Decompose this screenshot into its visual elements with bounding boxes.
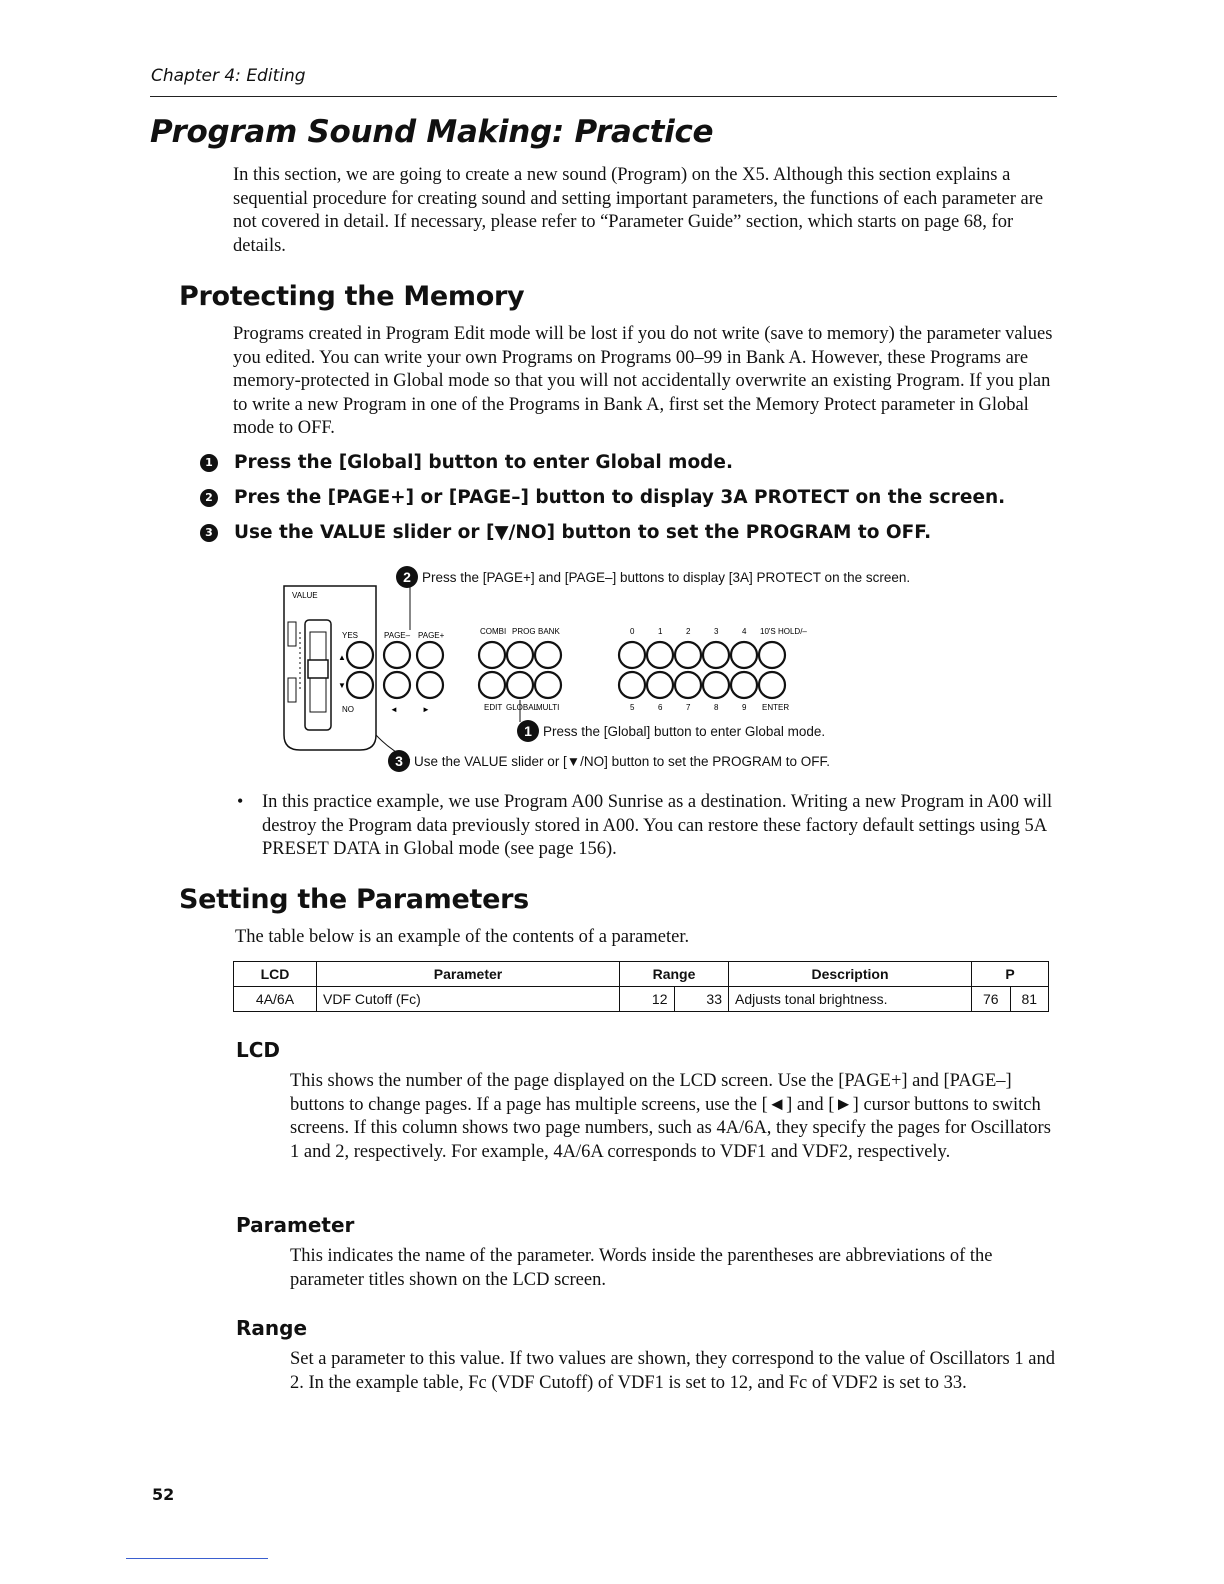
edit-button	[479, 672, 505, 698]
callout-number: 1	[517, 720, 539, 742]
range-paragraph: Set a parameter to this value. If two values are shown, they correspond to the value of Oscillators 1 and 2. In the example table, Fc (VDF Cutoff) of VDF1 is set to 12, and Fc of VDF2 is set to 33.	[290, 1349, 1055, 1393]
digit-label: 7	[686, 703, 691, 712]
down-arrow-icon: ▼	[338, 681, 346, 690]
combi-label: COMBI	[480, 627, 507, 636]
step-3	[200, 522, 931, 543]
slider-indicator	[288, 678, 296, 702]
step-text: Pres the [PAGE+] or [PAGE–] button to display 3A PROTECT on the screen.	[234, 487, 1006, 508]
lcd-heading: LCD	[236, 1038, 281, 1062]
parameter-table	[233, 961, 1049, 1012]
callout-text: Press the [PAGE+] and [PAGE–] buttons to display [3A] PROTECT on the screen.	[422, 569, 911, 585]
panel-illustration	[280, 560, 1000, 775]
header-lcd: LCD	[234, 962, 317, 987]
bank-label: BANK	[538, 627, 560, 636]
right-cursor-button	[417, 672, 443, 698]
table-row	[234, 987, 1049, 1012]
page-number: 52	[152, 1485, 175, 1504]
combi-button	[479, 642, 505, 668]
no-label: NO	[342, 705, 354, 714]
step-1	[200, 452, 733, 473]
header-rule	[150, 96, 1057, 97]
header-description: Description	[729, 962, 972, 987]
no-button	[347, 672, 373, 698]
page-plus-button	[417, 642, 443, 668]
cell-parameter: VDF Cutoff (Fc)	[317, 987, 620, 1012]
value-label: VALUE	[292, 591, 318, 600]
callout-2	[396, 566, 910, 588]
setting-intro: The table below is an example of the contents of a parameter.	[235, 927, 690, 947]
cell-range-1: 12	[620, 987, 675, 1012]
global-button	[507, 672, 533, 698]
digit-label: 5	[630, 703, 635, 712]
digit-label: 0	[630, 627, 635, 636]
section-heading-setting: Setting the Parameters	[179, 884, 529, 915]
right-arrow-icon: ►	[422, 705, 430, 714]
value-slider-knob	[308, 660, 328, 678]
callout-3	[388, 750, 830, 772]
digit-label: 3	[714, 627, 719, 636]
parameter-paragraph: This indicates the name of the parameter. Words inside the parentheses are abbreviations of the parameter titles shown on the LCD screen.	[290, 1246, 993, 1290]
range-heading: Range	[236, 1316, 308, 1340]
callout-text: Press the [Global] button to enter Global mode.	[543, 723, 826, 739]
yes-button	[347, 642, 373, 668]
digit-label: 9	[742, 703, 747, 712]
parameter-heading: Parameter	[236, 1213, 355, 1237]
panel-diagram	[280, 560, 1000, 775]
yes-label: YES	[342, 631, 359, 640]
digit-label: 4	[742, 627, 747, 636]
step-text: Use the VALUE slider or [▼/NO] button to set the PROGRAM to OFF.	[234, 522, 932, 543]
step-2	[200, 487, 1005, 508]
prog-button	[507, 642, 533, 668]
mode-buttons	[479, 642, 561, 698]
page-plus-label: PAGE+	[418, 631, 445, 640]
bullet-paragraph: In this practice example, we use Program A00 Sunrise as a destination. Writing a new Program in A00 will destroy the Program data previously stored in A00. You can restore these factory default settings using 5A PRESET DATA in Global mode (see page 156).	[262, 792, 1053, 859]
header-range: Range	[620, 962, 729, 987]
step-number: 3	[200, 524, 218, 542]
left-cursor-button	[384, 672, 410, 698]
cell-range-2: 33	[674, 987, 729, 1012]
callout-text: Use the VALUE slider or [▼/NO] button to set the PROGRAM to OFF.	[414, 753, 831, 769]
edit-label: EDIT	[484, 703, 503, 712]
enter-label: ENTER	[762, 703, 790, 712]
cell-lcd: 4A/6A	[234, 987, 317, 1012]
digit-label: 8	[714, 703, 719, 712]
digit-label: 6	[658, 703, 663, 712]
cell-p-1: 76	[972, 987, 1011, 1012]
table-header-row	[234, 962, 1049, 987]
cell-p-2: 81	[1010, 987, 1049, 1012]
footer-line	[126, 1558, 268, 1559]
bullet-icon: •	[237, 791, 244, 811]
step-number: 1	[200, 454, 218, 472]
left-arrow-icon: ◄	[390, 705, 398, 714]
cell-description: Adjusts tonal brightness.	[729, 987, 972, 1012]
intro-paragraph: In this section, we are going to create a new sound (Program) on the X5. Although this section explains a sequential procedure for creating sound and setting important parameters, the functions of each parameter are not covered in detail. If necessary, please refer to “Parameter Guide” section, which starts on page 68, for details.	[233, 165, 1044, 256]
step-number: 2	[200, 489, 218, 507]
tens-hold-label: 10'S HOLD/–	[760, 627, 807, 636]
lcd-paragraph: This shows the number of the page displayed on the LCD screen. Use the [PAGE+] and [PAGE–] buttons to change pages. If a page has multiple screens, use the [◄] and [►] cursor buttons to switch screens. If this column shows two page numbers, such as 4A/6A, they specify the pages for Oscillators 1 and 2, respectively. For example, 4A/6A corresponds to VDF1 and VDF2, respectively.	[290, 1071, 1051, 1162]
numeric-buttons	[619, 642, 785, 698]
digit-label: 2	[686, 627, 691, 636]
multi-button	[535, 672, 561, 698]
bank-button	[535, 642, 561, 668]
multi-label: MULTI	[536, 703, 560, 712]
up-arrow-icon: ▲	[338, 653, 346, 662]
callout-number: 3	[388, 750, 410, 772]
section-heading-protect: Protecting the Memory	[179, 281, 525, 312]
protect-paragraph: Programs created in Program Edit mode will be lost if you do not write (save to memory) the parameter values you edited. You can write your own Programs on Programs 00–99 in Bank A. However, these Programs are memory-protected in Global mode so that you will not accidentally overwrite an existing Program. If you plan to write a new Program in one of the Programs in Bank A, first set the Memory Protect parameter in Global mode to OFF.	[233, 324, 1053, 438]
slider-indicator	[288, 622, 296, 646]
callout-1	[517, 720, 825, 742]
page-minus-button	[384, 642, 410, 668]
yes-no-page-buttons	[347, 642, 443, 698]
header-p: P	[972, 962, 1049, 987]
page-minus-label: PAGE–	[384, 631, 411, 640]
page-title: Program Sound Making: Practice	[150, 114, 714, 150]
chapter-header: Chapter 4: Editing	[151, 66, 306, 86]
digit-label: 1	[658, 627, 663, 636]
step-text: Press the [Global] button to enter Global mode.	[234, 452, 733, 473]
global-label: GLOBAL	[506, 703, 539, 712]
prog-label: PROG	[512, 627, 536, 636]
callout-number: 2	[396, 566, 418, 588]
header-parameter: Parameter	[317, 962, 620, 987]
